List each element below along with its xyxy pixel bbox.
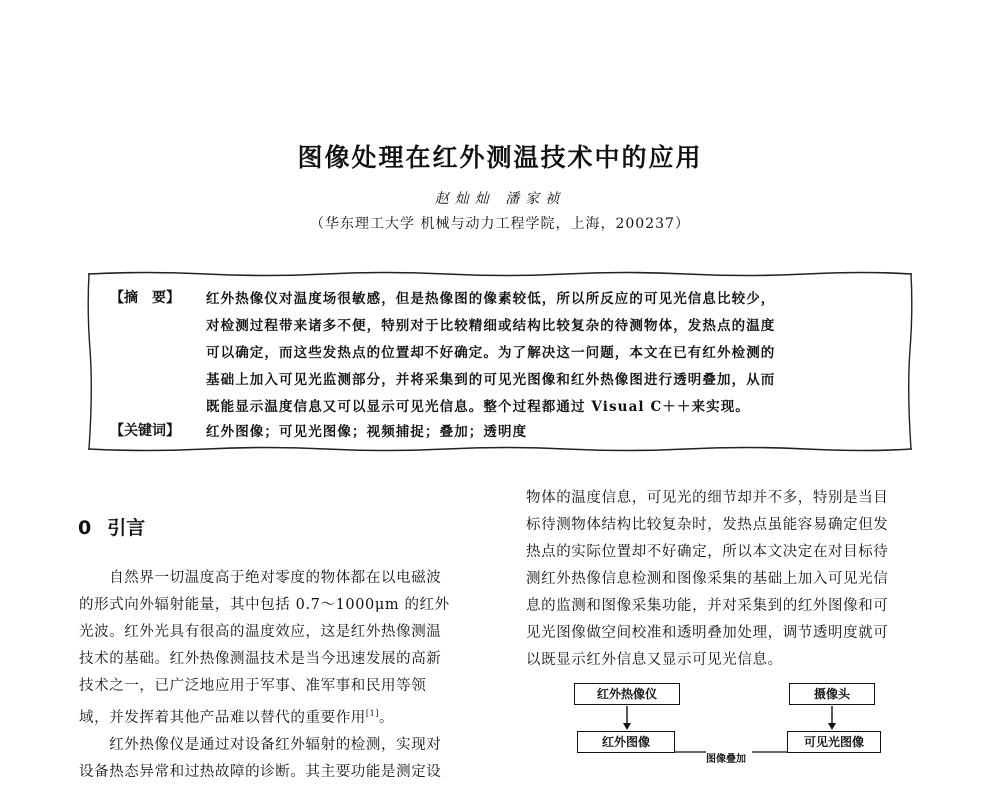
flow-partial-label: 图像叠加 — [706, 754, 746, 765]
keywords-text: 红外图像；可见光图像；视频捕捉；叠加；透明度 — [206, 424, 528, 440]
abstract-line: 对检测过程带来诸多不便，特别对于比较精细或结构比较复杂的待测物体，发热点的温度 — [206, 318, 776, 334]
flow-visible-image: 可见光图像 — [787, 731, 881, 753]
body-line: 设备热态异常和过热故障的诊断。其主要功能是测定设 — [79, 763, 442, 780]
paper-authors: 赵灿灿 潘家祯 — [434, 191, 566, 207]
abstract-label: 【摘 要】 — [110, 290, 180, 306]
abstract-line: 可以确定，而这些发热点的位置却不好确定。为了解决这一问题，本文在已有红外检测的 — [206, 345, 776, 361]
body-line: 见光图像做空间校准和透明叠加处理，调节透明度就可 — [526, 625, 889, 641]
flow-infrared-image: 红外图像 — [577, 731, 675, 753]
body-line: 测红外热像信息检测和图像采集的基础上加入可见光信 — [526, 571, 889, 587]
body-text: 域，并发挥着其他产品难以替代的重要作用 — [79, 709, 366, 726]
flow-infrared-camera: 红外热像仪 — [574, 683, 680, 705]
left-column — [79, 565, 489, 786]
abstract-line: 基础上加入可见光监测部分，并将采集到的可见光图像和红外热像图进行透明叠加，从而 — [206, 372, 776, 388]
section-heading — [78, 513, 145, 540]
body-text: 。 — [379, 709, 395, 726]
section-number: 0 — [78, 517, 92, 539]
body-line: 自然界一切温度高于绝对零度的物体都在以电磁波 — [79, 570, 442, 586]
abstract-box — [86, 270, 914, 453]
body-line: 热点的实际位置却不好确定，所以本文决定在对目标待 — [526, 544, 889, 560]
body-line: 的形式向外辐射能量，其中包括 0.7～1000μm 的红外 — [79, 597, 450, 613]
citation-ref[interactable]: [1] — [365, 709, 380, 718]
paper-affiliation: （华东理工大学 机械与动力工程学院，上海，200237） — [310, 216, 690, 232]
right-column — [526, 485, 936, 674]
body-line: 技术之一，已广泛地应用于军事、准军事和民用等领 — [79, 678, 427, 694]
keywords-label: 【关键词】 — [110, 423, 180, 439]
body-line: 物体的温度信息，可见光的细节却并不多，特别是当目 — [526, 490, 889, 506]
body-line: 光波。红外光具有很高的温度效应，这是红外热像测温 — [79, 624, 442, 640]
abstract-line: 既能显示温度信息又可以显示可见光信息。整个过程都通过 Visual C＋＋来实现。 — [206, 399, 750, 415]
body-line: 技术的基础。红外热像测温技术是当今迅速发展的高新 — [79, 651, 442, 667]
flow-camera: 摄像头 — [789, 683, 875, 705]
section-title: 引言 — [107, 517, 146, 539]
abstract-line: 红外热像仪对温度场很敏感，但是热像图的像素较低，所以所反应的可见光信息比较少， — [206, 291, 776, 307]
body-line: 红外热像仪是通过对设备红外辐射的检测，实现对 — [79, 736, 442, 753]
body-line: 息的监测和图像采集功能，并对采集到的红外图像和可 — [526, 598, 889, 614]
body-line — [79, 700, 489, 732]
paper-title: 图像处理在红外测温技术中的应用 — [297, 143, 703, 172]
body-line: 标待测物体结构比较复杂时，发热点虽能容易确定但发 — [526, 517, 889, 533]
body-line: 以既显示红外信息又显示可见光信息。 — [526, 652, 783, 668]
